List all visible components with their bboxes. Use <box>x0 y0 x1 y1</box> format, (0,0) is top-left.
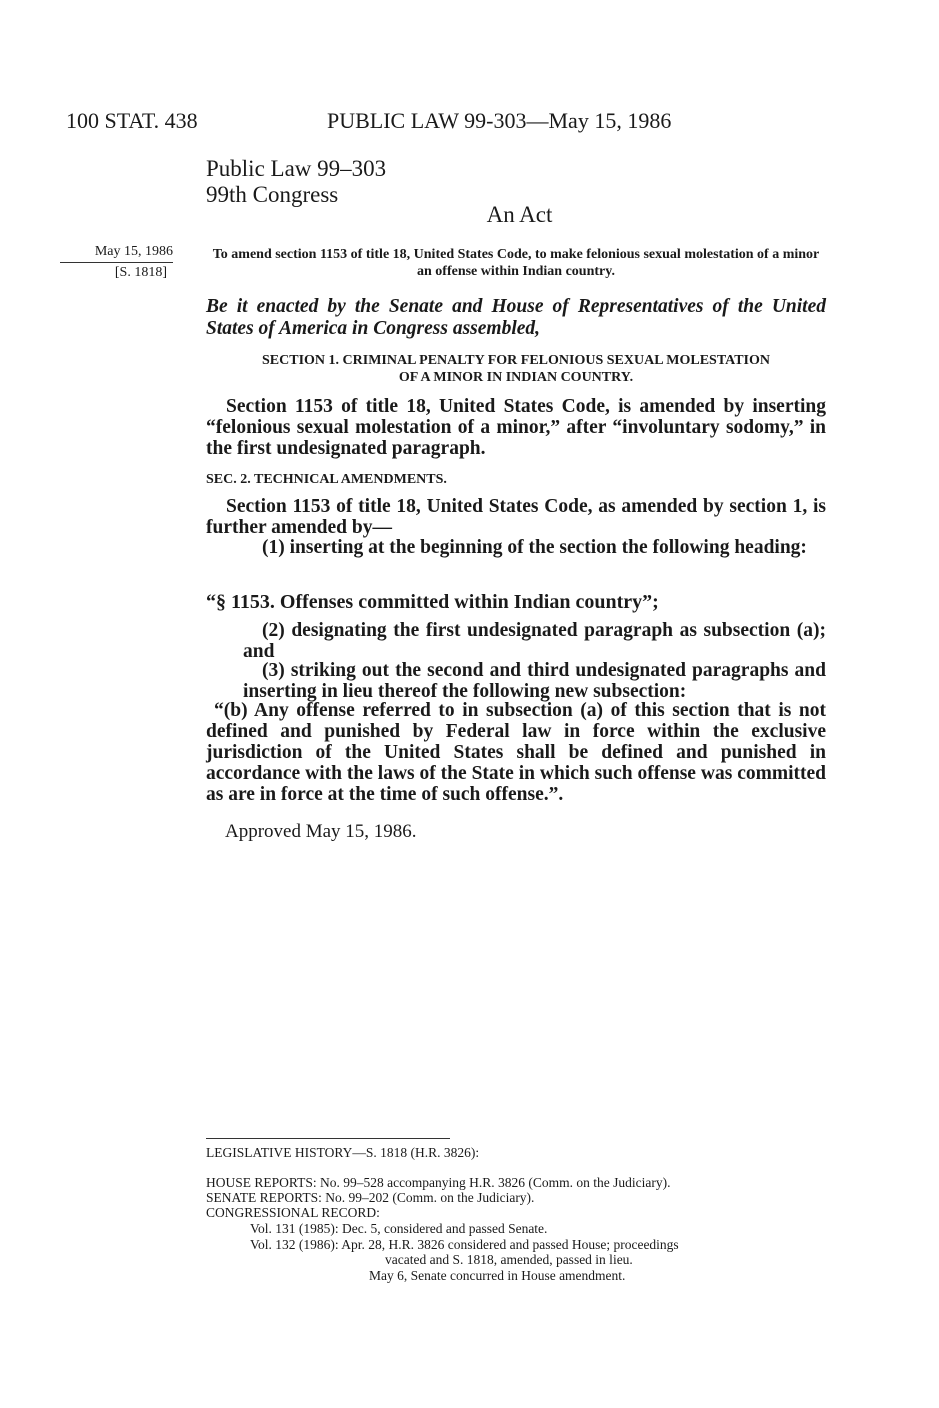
section-2-item-2: (2) designating the first undesignated paragraph as subsection (a); and <box>243 620 826 662</box>
act-purpose: To amend section 1153 of title 18, United States Code, to make felonious sexual molestation of a minor an offense within Indian country. <box>212 247 820 279</box>
margin-bill-number: [S. 1818] <box>114 265 167 280</box>
section-1-heading <box>206 352 826 386</box>
section-2-text: Section 1153 of title 18, United States Code, as amended by section 1, is further amended by— <box>206 496 826 538</box>
margin-date: May 15, 1986 <box>60 242 173 263</box>
house-reports: HOUSE REPORTS: No. 99–528 accompanying H.R. 3826 (Comm. on the Judiciary). <box>206 1175 671 1190</box>
footnote-rule <box>206 1138 450 1139</box>
record-vol-132-cont: vacated and S. 1818, amended, passed in lieu. <box>385 1252 633 1267</box>
running-title: PUBLIC LAW 99-303—May 15, 1986 <box>327 108 672 133</box>
section-2-heading: SEC. 2. TECHNICAL AMENDMENTS. <box>206 472 447 487</box>
legislative-history-title: LEGISLATIVE HISTORY—S. 1818 (H.R. 3826): <box>206 1145 480 1160</box>
statute-reference: 100 STAT. 438 <box>66 108 198 133</box>
senate-reports: SENATE REPORTS: No. 99–202 (Comm. on the Judiciary). <box>206 1190 535 1205</box>
approval-date: Approved May 15, 1986. <box>225 821 417 842</box>
subsection-b-text: “(b) Any offense referred to in subsection (a) of this section that is not defined and punished by Federal law in force within the exclusive jurisdiction of the United States shall be defined and punished in accordance with the laws of the State in which such offense was committed as are in force at the time of such offense.”. <box>206 700 826 805</box>
section-2-item-1 <box>243 537 826 558</box>
section-2-item-3: (3) striking out the second and third undesignated paragraphs and inserting in lieu thereof the following new subsection: <box>243 660 826 702</box>
congressional-record-label: CONGRESSIONAL RECORD: <box>206 1205 380 1220</box>
congress-label: 99th Congress <box>206 182 339 207</box>
record-vol-132: Vol. 132 (1986): Apr. 28, H.R. 3826 considered and passed House; proceedings <box>250 1237 679 1252</box>
section-2-item-1-text: (1) inserting at the beginning of the section the following heading: <box>262 537 807 558</box>
section-1-heading-line2: OF A MINOR IN INDIAN COUNTRY. <box>398 370 634 385</box>
act-title: An Act <box>486 202 553 227</box>
record-vol-131: Vol. 131 (1985): Dec. 5, considered and passed Senate. <box>250 1221 548 1236</box>
record-senate-concurred: May 6, Senate concurred in House amendment. <box>369 1268 626 1283</box>
inserted-heading: “§ 1153. Offenses committed within Indian country”; <box>206 591 659 613</box>
public-law-number: Public Law 99–303 <box>206 156 387 181</box>
section-1-heading-line1: SECTION 1. CRIMINAL PENALTY FOR FELONIOUS SEXUAL MOLESTATION <box>262 353 770 368</box>
enacting-clause: Be it enacted by the Senate and House of Representatives of the United States of America in Congress assembled, <box>206 296 826 339</box>
margin-note <box>60 242 173 282</box>
section-1-text: Section 1153 of title 18, United States Code, is amended by inserting “felonious sexual molestation of a minor,” after “involuntary sodomy,” in the first undesignated paragraph. <box>206 396 826 459</box>
